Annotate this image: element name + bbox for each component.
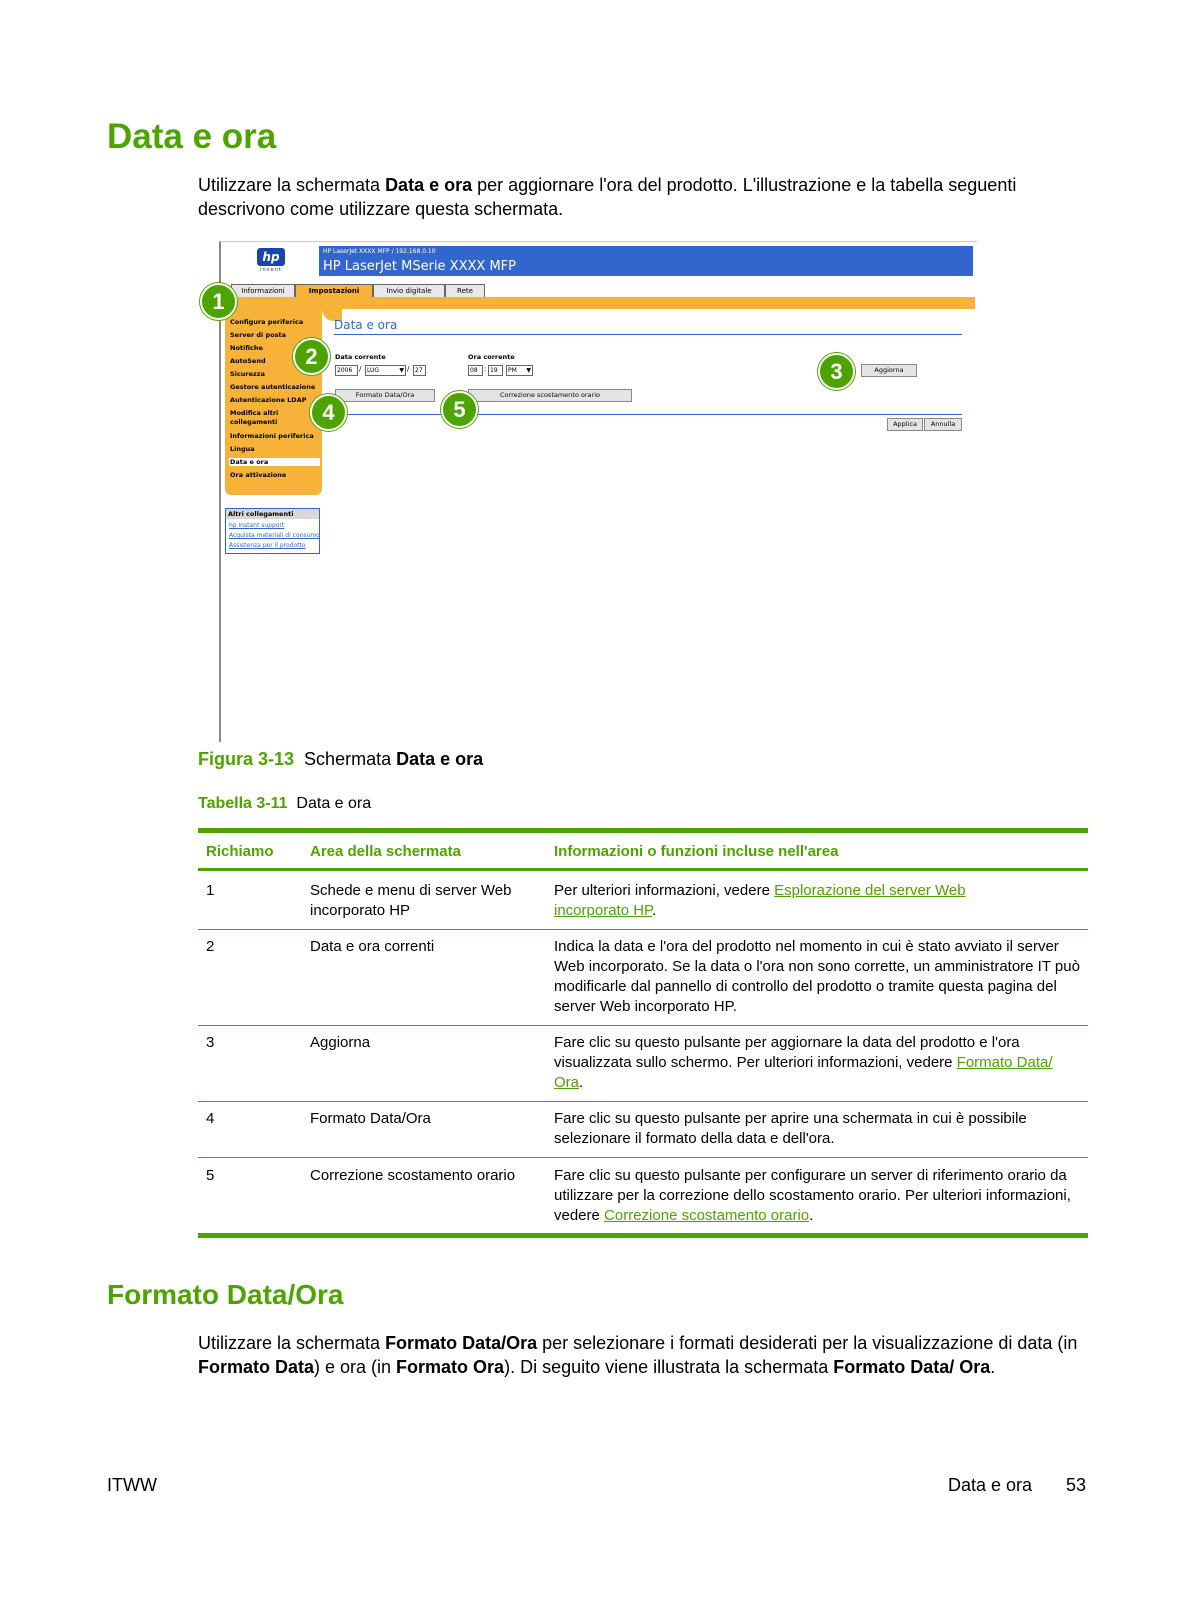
- section2-paragraph: [198, 1331, 1093, 1379]
- table-caption: [198, 795, 371, 813]
- nav-notifiche[interactable]: Notifiche: [230, 344, 263, 352]
- figure-caption-bold: Data e ora: [396, 749, 484, 769]
- table-row-1-info-end: .: [652, 902, 657, 919]
- link-acquista-materiali[interactable]: Acquista materiali di consumo: [229, 532, 320, 539]
- figure-caption-text: Schermata: [304, 749, 397, 769]
- s2-text-3: ) e ora (in: [314, 1357, 397, 1377]
- day-input[interactable]: 27: [413, 365, 426, 376]
- aggiorna-button[interactable]: Aggiorna: [861, 364, 917, 377]
- ampm-value: PM: [508, 367, 517, 374]
- s2-text-1: Utilizzare la schermata: [198, 1333, 386, 1353]
- table-row-3-info: [554, 1033, 1084, 1093]
- table-row-rule: [198, 929, 1088, 930]
- table-row-2-num: 2: [206, 938, 215, 955]
- nav-informazioni-periferica[interactable]: Informazioni periferica: [230, 432, 314, 440]
- tab-informazioni[interactable]: Informazioni: [231, 284, 295, 297]
- callout-1: 1: [200, 283, 237, 320]
- footer-section-name: Data e ora: [948, 1475, 1033, 1495]
- table-row-rule: [198, 1101, 1088, 1102]
- table-row-2-area: Data e ora correnti: [310, 938, 435, 955]
- formato-data-ora-button[interactable]: Formato Data/Ora: [335, 389, 435, 402]
- nav-autenticazione-ldap[interactable]: Autenticazione LDAP: [230, 396, 307, 404]
- table-row-5-num: 5: [206, 1167, 215, 1184]
- table-row-5-info-end: .: [809, 1207, 814, 1224]
- nav-lingua[interactable]: Lingua: [230, 445, 255, 453]
- table-row-rule: [198, 1025, 1088, 1026]
- tab-rete[interactable]: Rete: [445, 284, 485, 297]
- table-header-area: Area della schermata: [310, 843, 461, 860]
- minute-input[interactable]: 19: [488, 365, 503, 376]
- callout-4: 4: [310, 394, 347, 431]
- ampm-select[interactable]: [506, 365, 533, 376]
- callout-3: 3: [818, 353, 855, 390]
- figure-number: Figura 3-13: [198, 749, 295, 769]
- callout-5: 5: [441, 391, 478, 428]
- chevron-down-icon: ▼: [399, 367, 404, 374]
- nav-collegamenti[interactable]: collegamenti: [230, 418, 278, 426]
- chevron-down-icon: ▼: [526, 367, 531, 374]
- product-header-bar: [319, 246, 973, 276]
- intro-paragraph: [198, 173, 1093, 221]
- year-input[interactable]: 2006: [335, 365, 358, 376]
- time-separator: :: [484, 365, 487, 373]
- table-row-3-info-text: Fare clic su questo pulsante per aggiornare la data del prodotto e l'ora visualizzata sullo schermo. Per ulteriori informazioni, vedere: [554, 1034, 1020, 1071]
- s2-bold-2: Formato Data: [198, 1357, 315, 1377]
- table-row-4-info: Fare clic su questo pulsante per aprire una schermata in cui è possibile selezionare il formato della data e dell'ora.: [554, 1110, 1027, 1147]
- settings-sidebar: [225, 309, 322, 495]
- footer-itww: ITWW: [107, 1475, 157, 1495]
- hp-logo: hp: [257, 248, 285, 266]
- link-assistenza-prodotto[interactable]: Assistenza per il prodotto: [229, 542, 306, 549]
- correzione-scostamento-button[interactable]: Correzione scostamento orario: [468, 389, 632, 402]
- table-row-3-area: Aggiorna: [310, 1034, 371, 1051]
- nav-configura-periferica[interactable]: Configura periferica: [230, 318, 304, 326]
- s2-text-5: .: [990, 1357, 996, 1377]
- link-hp-instant-support[interactable]: hp instant support: [229, 522, 285, 529]
- current-date-label: Data corrente: [335, 353, 386, 361]
- footer-page-number: 53: [1066, 1475, 1087, 1495]
- month-value: LUG: [367, 367, 380, 374]
- table-header-info: Informazioni o funzioni incluse nell'area: [554, 843, 839, 860]
- section-heading-data-e-ora: Data e ora: [107, 117, 277, 156]
- tab-impostazioni[interactable]: Impostazioni: [295, 284, 373, 297]
- table-row-1-info: [554, 881, 1004, 921]
- table-row-1-info-text: Per ulteriori informazioni, vedere: [554, 882, 775, 899]
- s2-text-2: per selezionare i formati desiderati per la visualizzazione di data (in: [537, 1333, 1078, 1353]
- intro-bold: Data e ora: [385, 175, 473, 195]
- table-row-1-num: 1: [206, 882, 215, 899]
- header-product-name: HP LaserJet MSerie XXXX MFP: [323, 259, 516, 274]
- nav-autosend[interactable]: AutoSend: [230, 357, 266, 365]
- tab-underline-bar: [221, 297, 975, 309]
- nav-server-di-posta[interactable]: Server di posta: [230, 331, 287, 339]
- table-row-5-area: Correzione scostamento orario: [310, 1167, 516, 1184]
- screenshot-figure: [212, 241, 977, 742]
- current-time-label: Ora corrente: [468, 353, 515, 361]
- link-formato-data-ora[interactable]: Formato Data/ Ora: [554, 1054, 1053, 1091]
- nav-data-e-ora[interactable]: Data e ora: [229, 458, 320, 466]
- nav-gestore-autenticazione[interactable]: Gestore autenticazione: [230, 383, 316, 391]
- date-separator: /: [359, 365, 362, 373]
- month-select[interactable]: [365, 365, 406, 376]
- s2-bold-1: Formato Data/Ora: [385, 1333, 538, 1353]
- intro-text-2: per aggiornare l'ora del prodotto. L'illustrazione e la tabella seguenti descrivono come utilizzare questa schermata.: [198, 175, 1017, 219]
- other-links-box: [225, 508, 320, 554]
- table-top-rule: [198, 828, 1088, 833]
- applica-button[interactable]: Applica: [887, 418, 923, 431]
- table-row-4-area: Formato Data/Ora: [310, 1110, 431, 1127]
- nav-modifica-altri[interactable]: Modifica altri: [230, 409, 279, 417]
- content-title: Data e ora: [334, 318, 398, 332]
- s2-bold-4: Formato Data/ Ora: [833, 1357, 991, 1377]
- intro-text-1: Utilizzare la schermata: [198, 175, 386, 195]
- table-header-richiamo: Richiamo: [206, 843, 274, 860]
- nav-sicurezza[interactable]: Sicurezza: [230, 370, 265, 378]
- content-title-rule: [334, 334, 962, 335]
- hp-invent-text: invent: [260, 267, 282, 273]
- table-row-5-info: [554, 1166, 1084, 1226]
- content-bottom-rule: [334, 414, 962, 415]
- table-caption-text: Data e ora: [296, 795, 372, 812]
- table-bottom-rule: [198, 1233, 1088, 1238]
- other-links-heading: Altri collegamenti: [226, 509, 319, 519]
- figure-caption: [198, 749, 483, 770]
- s2-bold-3: Formato Ora: [396, 1357, 505, 1377]
- table-row-rule: [198, 1157, 1088, 1158]
- date-separator: /: [407, 365, 410, 373]
- callout-2: 2: [293, 338, 330, 375]
- table-row-3-info-end: .: [579, 1074, 584, 1091]
- table-row-2-info: Indica la data e l'ora del prodotto nel momento in cui è stato avviato il server Web incorporato. Se la data o l'ora non sono corrette, un amministratore IT può modificarle dal pannello di controllo del prodotto o tramite questa pagina del server Web incorporato HP.: [554, 938, 1080, 1015]
- tab-invio-digitale[interactable]: Invio digitale: [373, 284, 445, 297]
- link-correzione-scostamento[interactable]: Correzione scostamento orario: [604, 1207, 810, 1224]
- annulla-button[interactable]: Annulla: [924, 418, 962, 431]
- table-row-3-num: 3: [206, 1034, 215, 1051]
- table-header-rule: [198, 868, 1088, 871]
- nav-ora-attivazione[interactable]: Ora attivazione: [230, 471, 287, 479]
- table-row-5-info-text: Fare clic su questo pulsante per configurare un server di riferimento orario da utilizzare per la correzione dello scostamento orario. Per ulteriori informazioni, vedere: [554, 1167, 1071, 1224]
- table-row-1-area: Schede e menu di server Web incorporato HP: [310, 882, 512, 919]
- link-esplorazione-server-web[interactable]: Esplorazione del server Web incorporato HP: [554, 882, 966, 919]
- section-heading-formato-data-ora: Formato Data/Ora: [107, 1279, 344, 1310]
- s2-text-4: ). Di seguito viene illustrata la schermata: [504, 1357, 834, 1377]
- table-row-4-num: 4: [206, 1110, 215, 1127]
- header-address: HP LaserJet XXXX MFP / 192.168.0.10: [323, 248, 436, 255]
- hour-input[interactable]: 08: [468, 365, 483, 376]
- table-number: Tabella 3-11: [198, 795, 288, 812]
